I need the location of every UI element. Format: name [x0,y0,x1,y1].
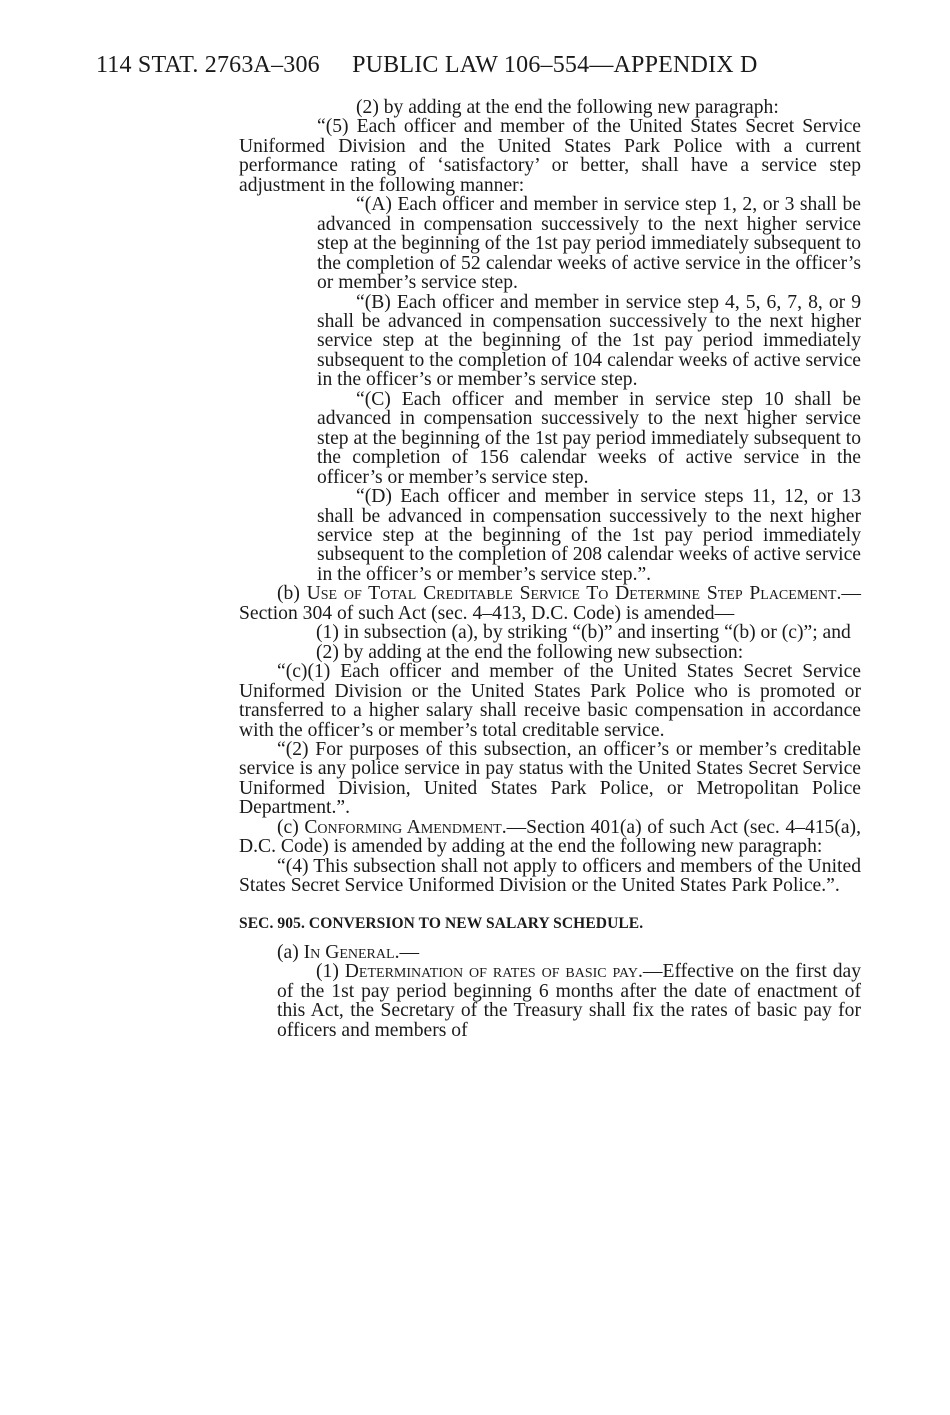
subsection-a-text: .— [394,942,420,964]
law-title: PUBLIC LAW 106–554—APPENDIX D [352,52,758,78]
subsection-a-item-1 [239,962,861,1040]
subparagraph-b: “(B) Each officer and member in service step 4, 5, 6, 7, 8, or 9 shall be advanced in compensation successively to the next higher service step at the beginning of the 1st pay period immediately subsequent to the completion of 104 calendar weeks of active service in the officer’s or member’s service step. [317,291,861,391]
subsection-c-heading: Conforming Amendment [304,816,502,838]
stat-citation: 114 STAT. 2763A–306 [96,52,320,78]
subsection-b-heading: Use of Total Creditable Service To Determine Step Placement [306,583,837,605]
statute-text [239,98,861,1040]
subparagraph-a: “(A) Each officer and member in service step 1, 2, or 3 shall be advanced in compensation successively to the next higher service step at the beginning of the 1st pay period immediately subsequent to the completion of 52 calendar weeks of active service in the officer’s or member’s service step. [317,194,861,294]
subsection-b-item-1: (1) in subsection (a), by striking “(b)” and inserting “(b) or (c)”; and [316,622,851,644]
subsection-b-label: (b) [277,583,307,605]
subsection-a-heading: In General [303,942,395,964]
subsection-b [239,584,861,623]
subsection-c [239,818,861,857]
paragraph-4: “(4) This subsection shall not apply to officers and members of the United States Secret Service Uniformed Division or the United States Park Police.”. [239,855,861,897]
subsection-a-item-1-heading: Determination of rates of basic pay [344,961,638,983]
page-header [96,52,758,79]
section-heading: SEC. 905. CONVERSION TO NEW SALARY SCHEDULE. [239,914,644,932]
subsection-a-item-1-text: .—Effective on the first day of the 1st pay period beginning 6 months after the date of enactment of this Act, the Secretary of the Treasury shall fix the rates of basic pay for officers and members of [277,961,861,1041]
subsection-b-item-2: (2) by adding at the end the following new subsection: [316,641,744,663]
subsection-c-label: (c) [277,816,305,838]
paragraph-2-intro: (2) by adding at the end the following new paragraph: [356,97,779,118]
subsection-a-label: (a) [277,942,304,964]
subparagraph-c: “(C) Each officer and member in service step 10 shall be advanced in compensation successively to the next higher service step at the beginning of the 1st pay period immediately subsequent to the completion of 156 calendar weeks of active service in the officer’s or member’s service step. [317,388,861,488]
new-subsection-c2: “(2) For purposes of this subsection, an officer’s or member’s creditable service is any police service in pay status with the United States Secret Service Uniformed Division, United States Park Police, or Metropolitan Police Department.”. [239,738,861,819]
subsection-b-text: .—Section 304 of such Act (sec. 4–413, D.C. Code) is amended— [239,583,861,624]
paragraph-5: “(5) Each officer and member of the United States Secret Service Uniformed Division and the United States Park Police with a current performance rating of ‘satisfactory’ or better, shall have a service step adjustment in the following manner: [239,116,861,196]
subsection-a [239,943,861,962]
subsection-c-text: .—Section 401(a) of such Act (sec. 4–415(a), D.C. Code) is amended by adding at the end the following new paragraph: [239,816,861,858]
new-subsection-c1: “(c)(1) Each officer and member of the United States Secret Service Uniformed Division or the United States Park Police who is promoted or transferred to a higher salary shall receive basic compensation in accordance with the officer’s or member’s total creditable service. [239,661,861,741]
subsection-a-item-1-label: (1) [316,961,345,983]
subparagraph-d: “(D) Each officer and member in service steps 11, 12, or 13 shall be advanced in compensation successively to the next higher service step at the beginning of the 1st pay period immediately subsequent to the completion of 208 calendar weeks of active service in the officer’s or member’s service step.”. [317,486,861,585]
